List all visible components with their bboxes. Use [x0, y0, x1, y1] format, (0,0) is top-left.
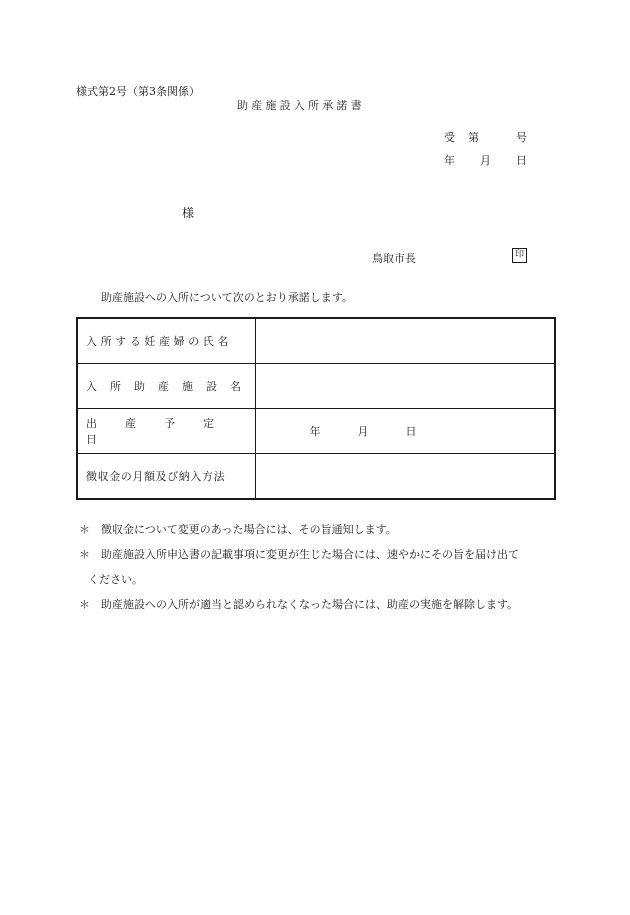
note-text: 助産施設への入所が適当と認められなくなった場合には、助産の実施を解除します。 [101, 598, 519, 611]
receipt-number-row [444, 129, 534, 143]
pregnant-woman-name-label: 入所する妊産婦の氏名 [86, 335, 232, 348]
row-label [77, 409, 255, 454]
document-title: 助産施設入所承諾書 [237, 99, 365, 112]
seal-stamp: 印 [512, 248, 527, 263]
issue-year-label: 年 [444, 154, 455, 167]
approval-statement: 助産施設への入所について次のとおり承諾します。 [101, 291, 353, 304]
asterisk-icon: ＊ [79, 523, 90, 536]
issue-date-row [444, 152, 534, 166]
receipt-number-prefix: 第 [468, 131, 479, 144]
note-text: 助産施設入所申込書の記載事項に変更が生じた場合には、速やかにその旨を届け出て [101, 548, 519, 561]
row-label [77, 318, 255, 364]
fee-field[interactable] [255, 454, 555, 500]
note-text: 徴収金について変更のあった場合には、その旨通知します。 [101, 523, 397, 536]
row-label [77, 364, 255, 409]
table-row [77, 318, 555, 364]
due-year-label: 年 [309, 425, 321, 438]
issuer-name: 鳥取市長 [372, 252, 416, 265]
addressee-honorific: 様 [182, 206, 195, 220]
approval-details-table [76, 317, 556, 500]
due-day-label: 日 [405, 425, 417, 438]
asterisk-icon: ＊ [79, 598, 90, 611]
note-text-continued: ください。 [88, 573, 143, 586]
receipt-number-suffix: 号 [516, 131, 527, 144]
table-row [77, 364, 555, 409]
due-date-label: 出産予定日 [86, 417, 242, 446]
due-date-field[interactable] [255, 409, 555, 454]
facility-name-field[interactable] [255, 364, 555, 409]
issue-day-label: 日 [516, 154, 527, 167]
row-label [77, 454, 255, 500]
fee-label: 徴収金の月額及び納入方法 [86, 470, 226, 483]
facility-name-label: 入所助産施設名 [86, 380, 254, 393]
table-row [77, 409, 555, 454]
pregnant-woman-name-field[interactable] [255, 318, 555, 364]
table-row [77, 454, 555, 500]
asterisk-icon: ＊ [79, 548, 90, 561]
issue-month-label: 月 [480, 154, 491, 167]
form-number: 様式第2号（第3条関係） [76, 85, 200, 98]
due-month-label: 月 [357, 425, 369, 438]
receipt-label: 受 [444, 131, 455, 144]
